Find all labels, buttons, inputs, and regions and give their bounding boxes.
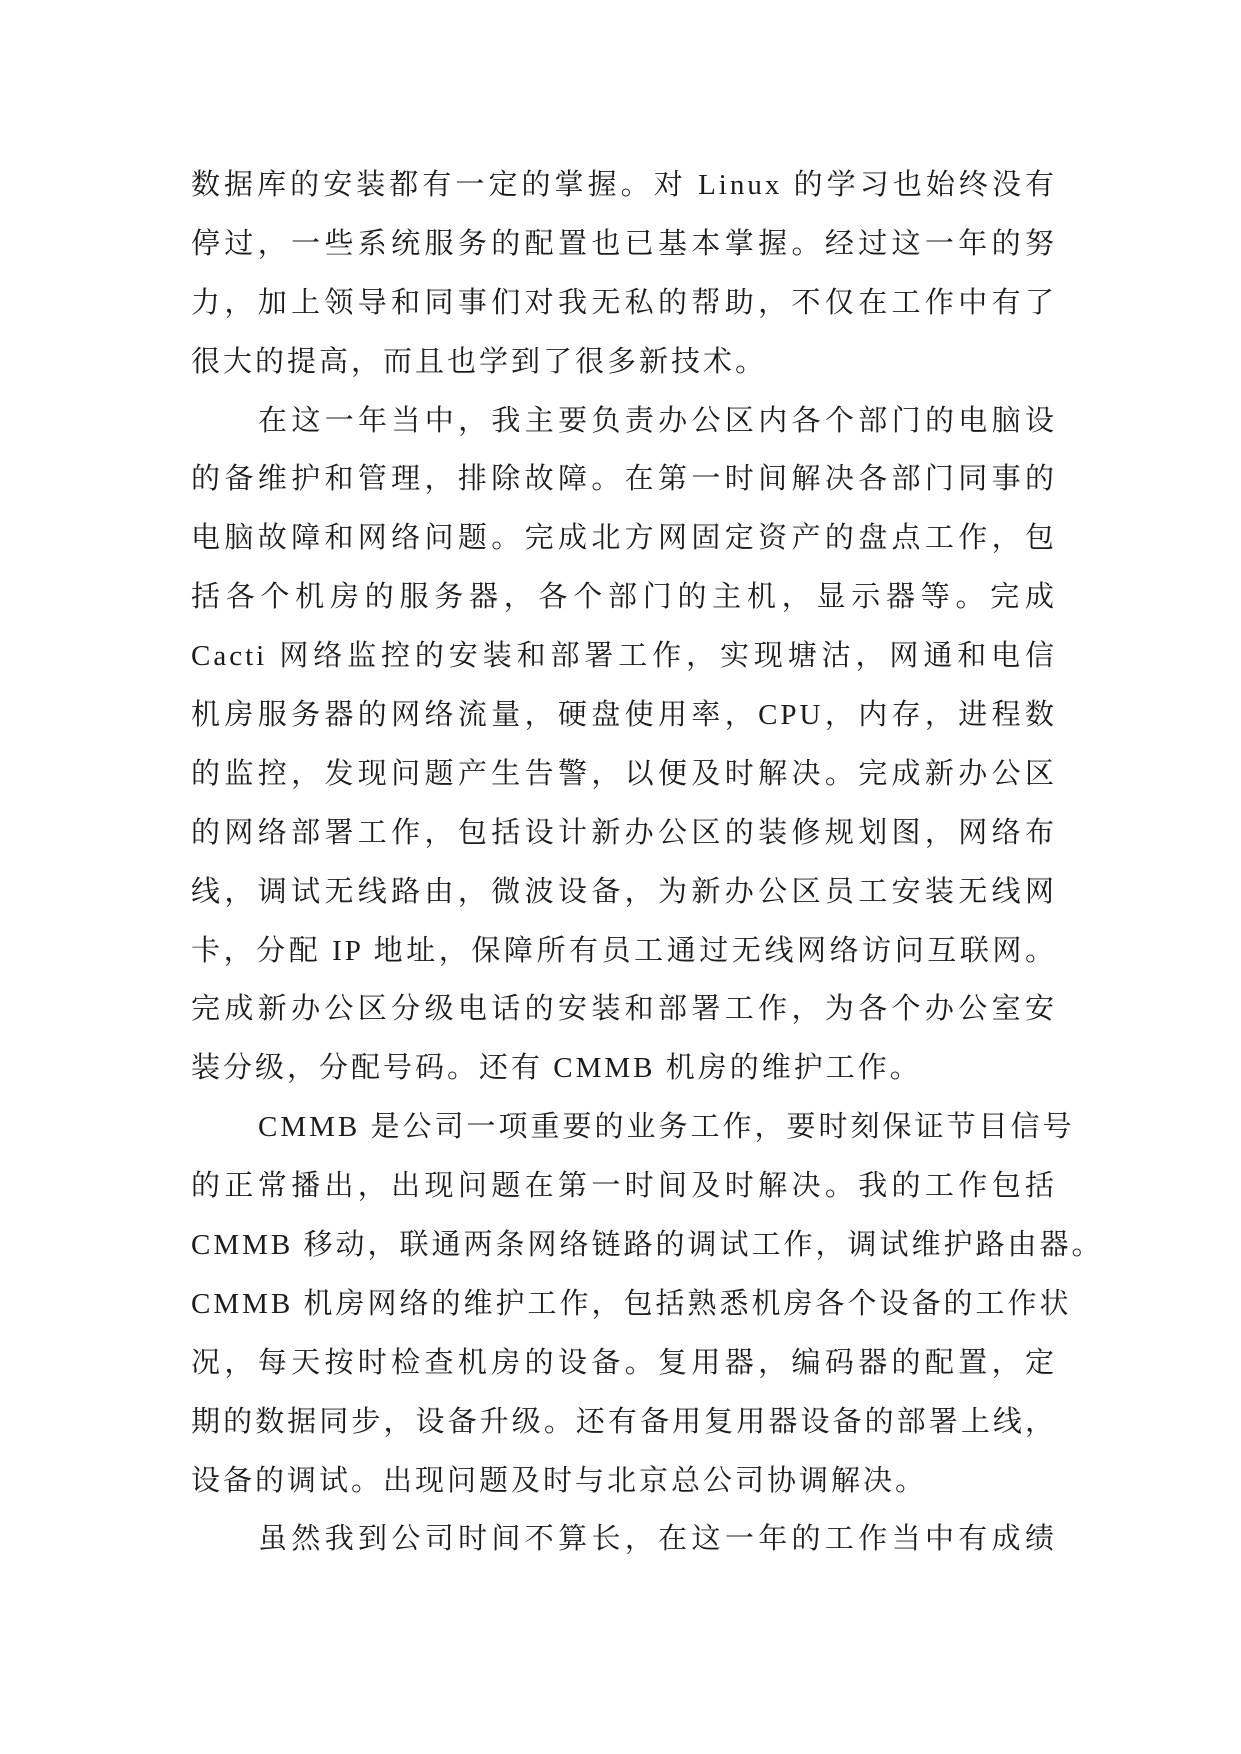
paragraph-line: Cacti 网络监控的安装和部署工作，实现塘沽，网通和电信 — [191, 640, 1057, 673]
paragraph — [191, 1098, 1104, 1510]
paragraph-line: CMMB 移动，联通两条网络链路的调试工作，调试维护路由器。 — [191, 1229, 1104, 1262]
paragraph-line: 虽然我到公司时间不算长，在这一年的工作当中有成绩 — [258, 1523, 1057, 1556]
paragraph — [191, 1510, 1057, 1569]
paragraph-line: 况，每天按时检查机房的设备。复用器，编码器的配置，定 — [191, 1346, 1057, 1379]
body-text — [191, 156, 1104, 1569]
paragraph-line: 完成新办公区分级电话的安装和部署工作，为各个办公室安 — [191, 993, 1057, 1026]
paragraph-line: 括各个机房的服务器，各个部门的主机，显示器等。完成 — [191, 581, 1057, 614]
paragraph-line: CMMB 机房网络的维护工作，包括熟悉机房各个设备的工作状 — [191, 1287, 1072, 1320]
paragraph-line: 机房服务器的网络流量，硬盘使用率，CPU，内存，进程数 — [191, 699, 1057, 732]
paragraph-line: 很大的提高，而且也学到了很多新技术。 — [191, 345, 768, 378]
paragraph-line: 电脑故障和网络问题。完成北方网固定资产的盘点工作，包 — [191, 522, 1057, 555]
paragraph-line: CMMB 是公司一项重要的业务工作，要时刻保证节目信号 — [258, 1111, 1075, 1144]
paragraph-line: 数据库的安装都有一定的掌握。对 Linux 的学习也始终没有 — [191, 169, 1057, 201]
paragraph-line: 力，加上领导和同事们对我无私的帮助，不仅在工作中有了 — [191, 286, 1057, 319]
paragraph — [191, 156, 1057, 392]
paragraph-line: 的备维护和管理，排除故障。在第一时间解决各部门同事的 — [191, 463, 1057, 496]
paragraph — [191, 392, 1057, 1099]
paragraph-line: 在这一年当中，我主要负责办公区内各个部门的电脑设 — [258, 404, 1057, 437]
paragraph-line: 卡，分配 IP 地址，保障所有员工通过无线网络访问互联网。 — [191, 934, 1057, 967]
paragraph-line: 的网络部署工作，包括设计新办公区的装修规划图，网络布 — [191, 816, 1057, 849]
paragraph-line: 线，调试无线路由，微波设备，为新办公区员工安装无线网 — [191, 875, 1057, 908]
paragraph-line: 停过，一些系统服务的配置也已基本掌握。经过这一年的努 — [191, 227, 1057, 260]
paragraph-line: 期的数据同步，设备升级。还有备用复用器设备的部署上线， — [191, 1405, 1057, 1438]
paragraph-line: 的正常播出，出现问题在第一时间及时解决。我的工作包括 — [191, 1170, 1057, 1203]
paragraph-line: 设备的调试。出现问题及时与北京总公司协调解决。 — [191, 1464, 928, 1497]
paragraph-line: 装分级，分配号码。还有 CMMB 机房的维护工作。 — [191, 1052, 922, 1085]
paragraph-line: 的监控，发现问题产生告警，以便及时解决。完成新办公区 — [191, 757, 1057, 790]
